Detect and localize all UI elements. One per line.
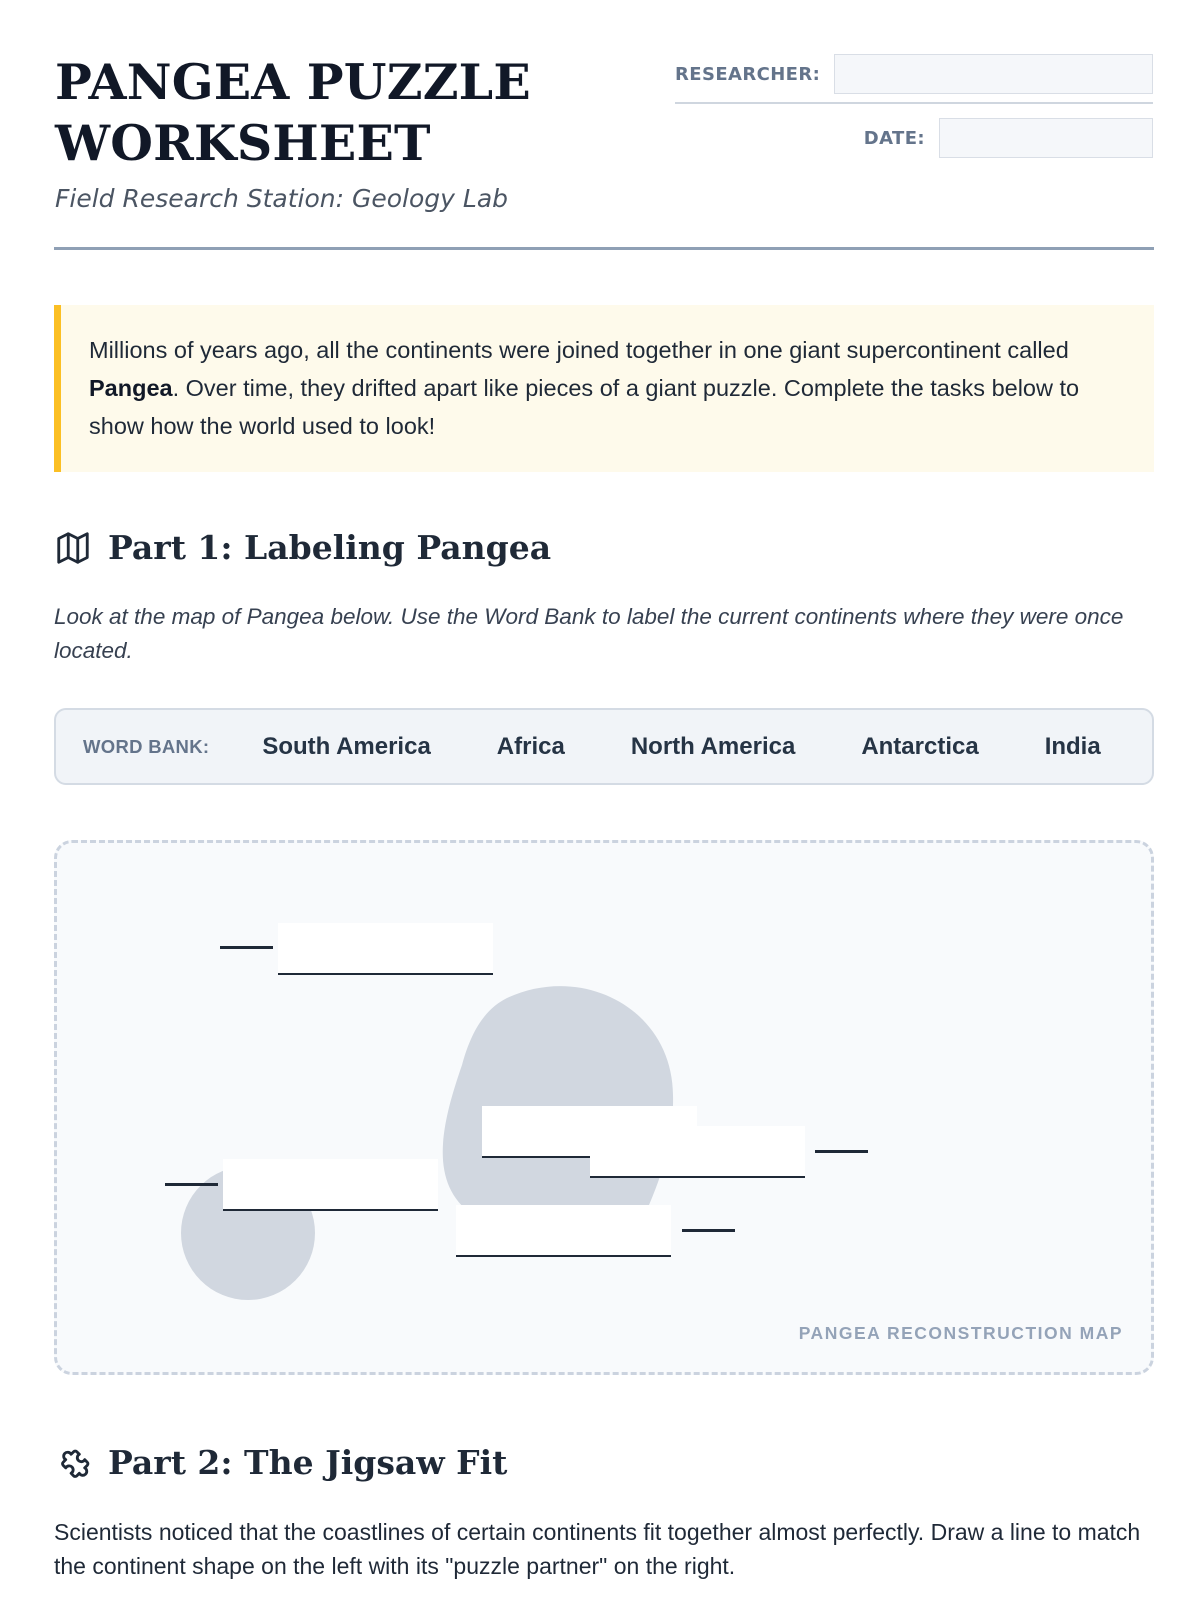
title-line-2: WORKSHEET: [55, 114, 431, 172]
word-bank: [54, 708, 1154, 785]
title-line-1: PANGEA PUZZLE: [55, 53, 531, 111]
label-pointer-line: [165, 1183, 218, 1186]
map-icon: [54, 529, 92, 567]
part1-heading: [54, 528, 551, 567]
intro-text-start: Millions of years ago, all the continents were joined together in one giant supercontinent called: [89, 337, 1069, 363]
page-title: [55, 52, 615, 174]
part1-instructions: Look at the map of Pangea below. Use the Word Bank to label the current continents where they were once located.: [54, 604, 1124, 663]
word-bank-label: WORD BANK:: [83, 735, 210, 757]
map-caption: PANGEA RECONSTRUCTION MAP: [798, 1323, 1123, 1343]
title-block: [55, 52, 615, 213]
date-field[interactable]: [939, 118, 1153, 158]
date-label: DATE:: [863, 127, 925, 149]
header-divider: [54, 247, 1154, 250]
part1-title: Part 1: Labeling Pangea: [108, 528, 552, 567]
researcher-field[interactable]: [834, 54, 1153, 94]
part2-heading: [54, 1443, 507, 1482]
page-subtitle: Field Research Station: Geology Lab: [55, 184, 509, 213]
word-bank-item: North America: [630, 732, 796, 760]
intro-callout: [54, 305, 1154, 472]
researcher-label: RESEARCHER:: [675, 63, 821, 85]
label-blank[interactable]: [278, 923, 493, 975]
date-row: [675, 118, 1153, 158]
label-pointer-line: [220, 946, 273, 949]
word-bank-item: Africa: [496, 732, 565, 760]
label-blank[interactable]: [223, 1159, 438, 1211]
word-bank-item: South America: [262, 732, 431, 760]
part2-instructions: Scientists noticed that the coastlines of certain continents fit together almost perfectly. Draw a line to match the continent shape on the left with its "puzzle partner" on the right.: [54, 1519, 1141, 1579]
intro-bold-word: Pangea: [89, 375, 173, 401]
label-pointer-line: [682, 1229, 735, 1232]
researcher-row: [675, 54, 1153, 104]
pangea-map: [54, 840, 1154, 1375]
intro-text-end: . Over time, they drifted apart like pieces of a giant puzzle. Complete the tasks below to show how the world used to look!: [89, 375, 1080, 439]
label-pointer-line: [815, 1150, 868, 1153]
puzzle-icon: [54, 1444, 92, 1482]
label-blank[interactable]: [590, 1126, 805, 1178]
word-bank-item: India: [1044, 732, 1101, 760]
researcher-info: [675, 54, 1153, 158]
part2-title: Part 2: The Jigsaw Fit: [108, 1443, 508, 1482]
word-bank-item: Antarctica: [861, 732, 979, 760]
label-blank[interactable]: [456, 1205, 671, 1257]
